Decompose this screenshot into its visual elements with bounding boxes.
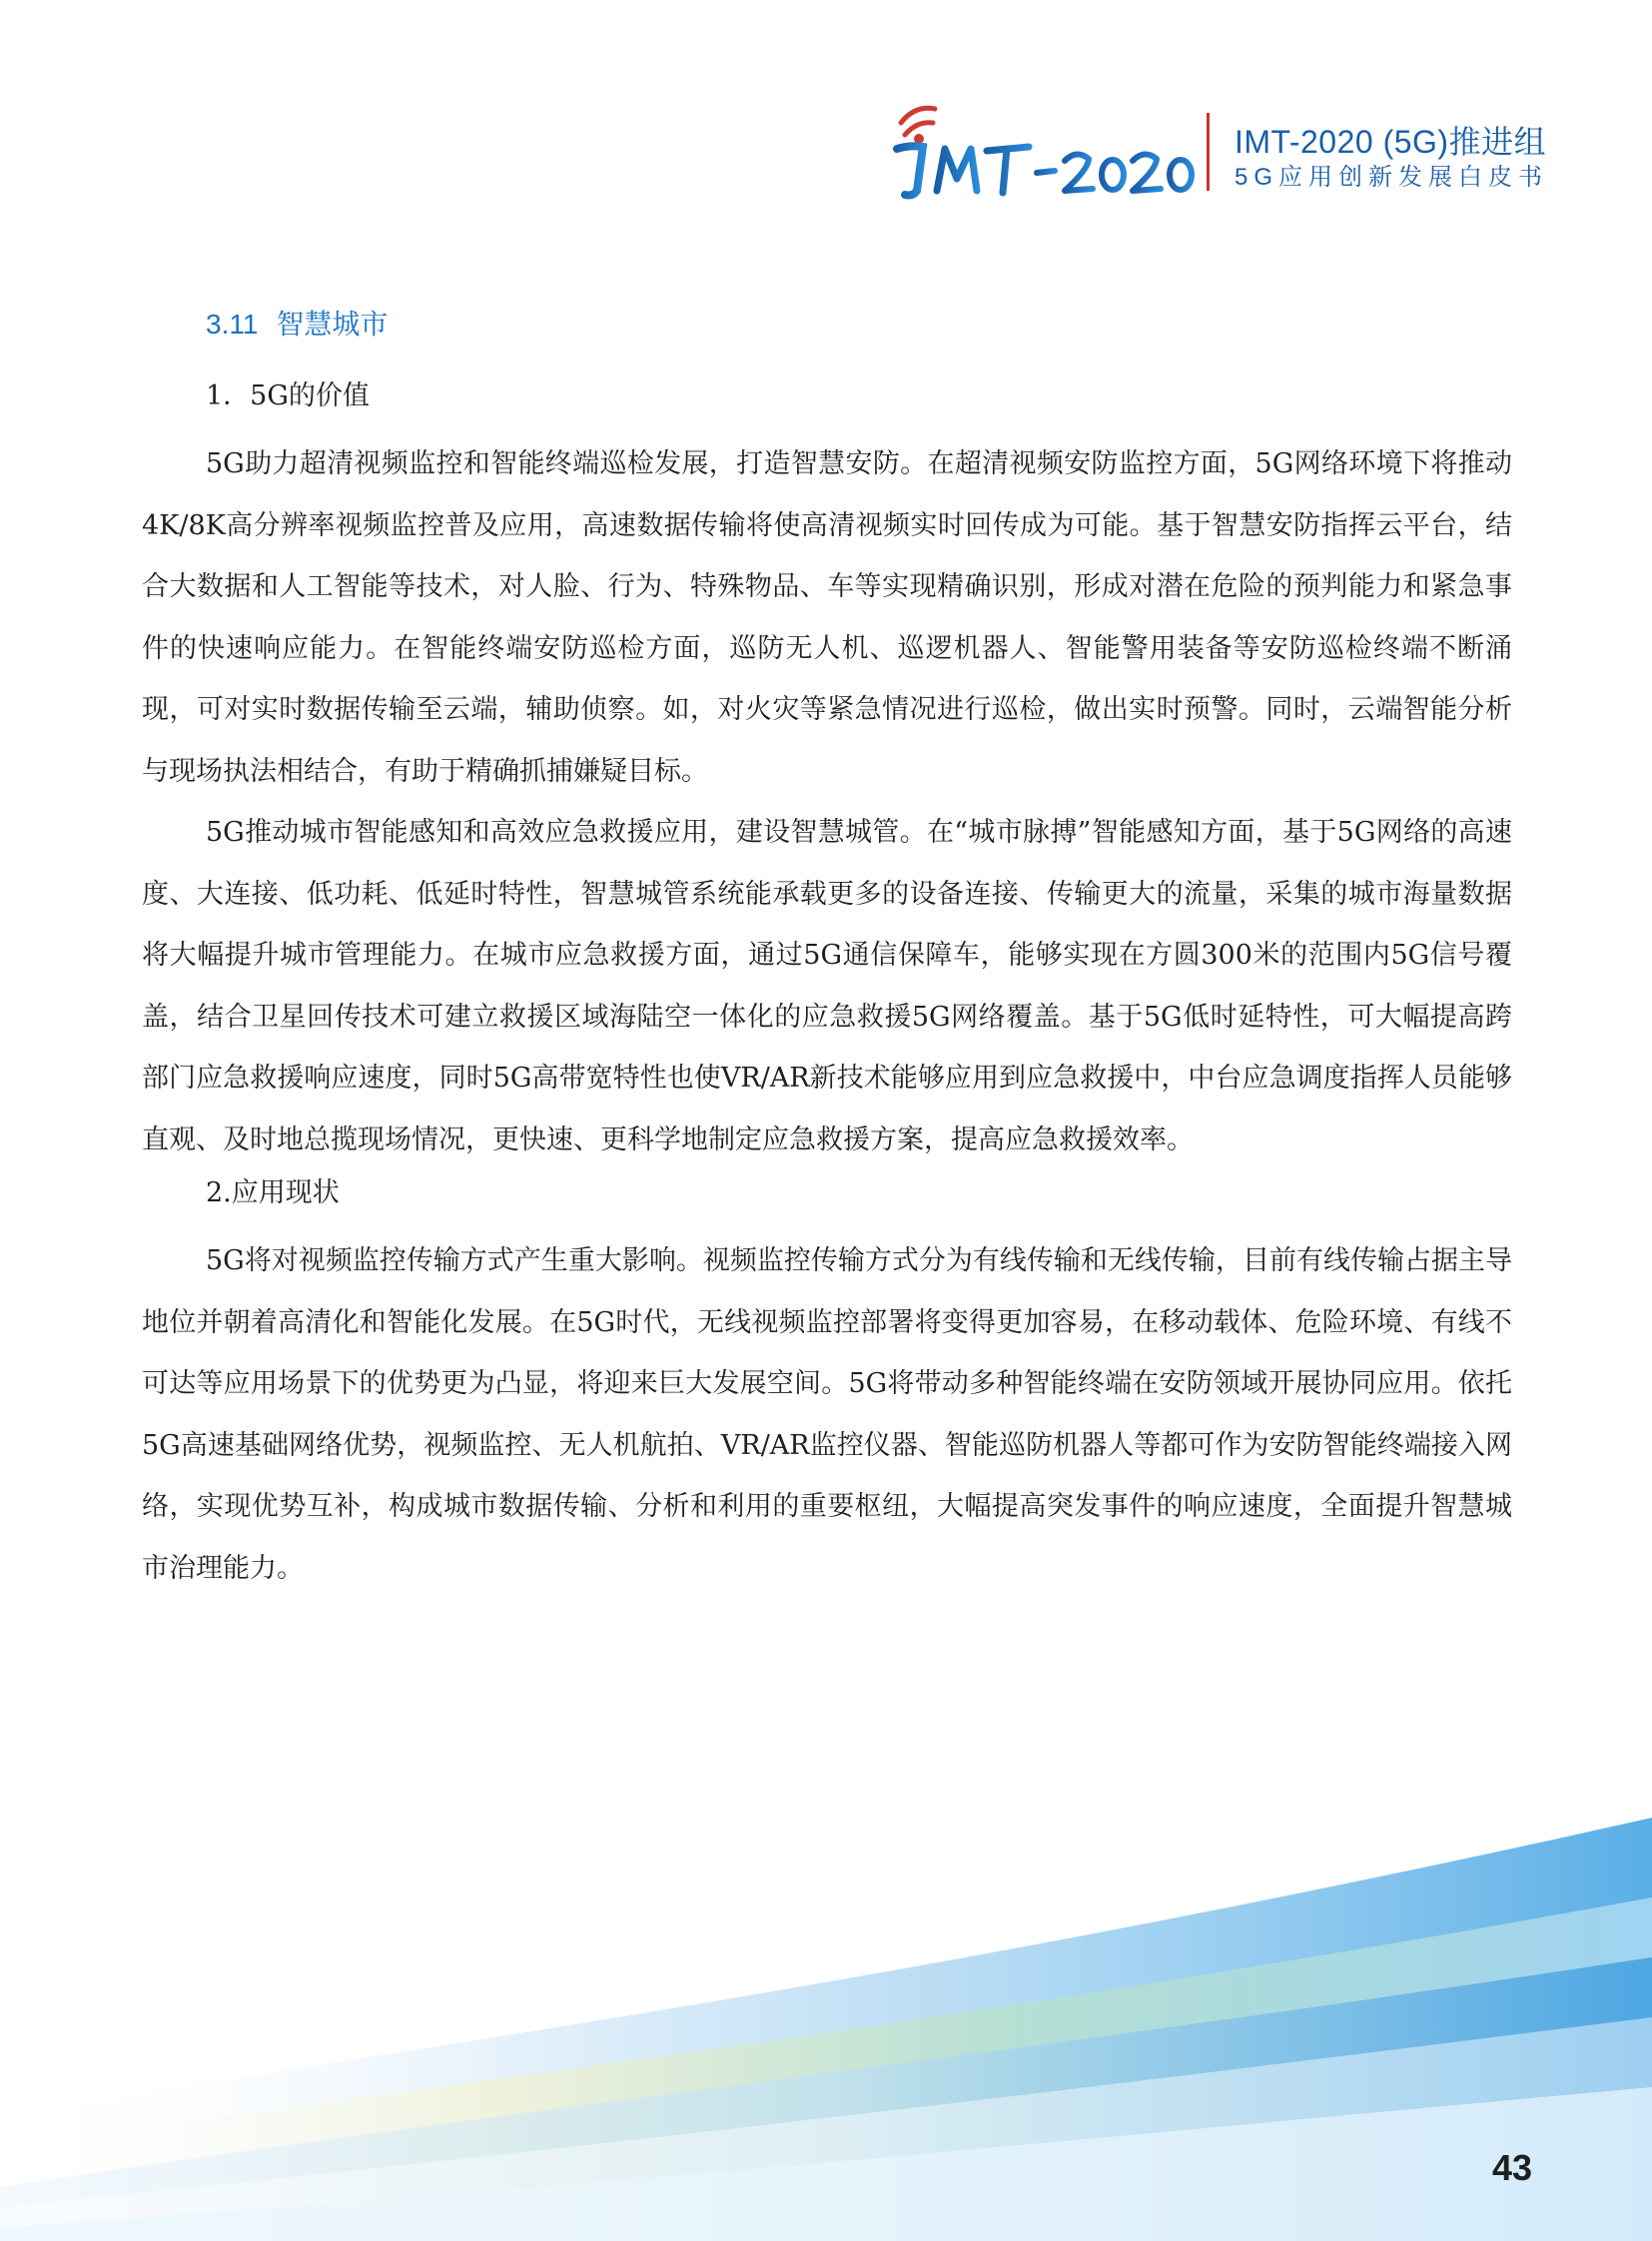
section-title: 智慧城市 <box>276 309 389 340</box>
page-number: 43 <box>1491 2147 1532 2188</box>
subsection-heading: 2.应用现状 <box>206 1177 340 1208</box>
section-heading <box>206 302 1512 348</box>
paragraph: 5G推动城市智能感知和高效应急救援应用，建设智慧城管。在“城市脉搏”智能感知方面，基于5G网络的高速度、大连接、低功耗、低延时特性，智慧城管系统能承载更多的设备连接、传输更大的流量，采集的城市海量数据将大幅提升城市管理能力。在城市应急救援方面，通过5G通信保障车，能够实现在方圆300米的范围内5G信号覆盖，结合卫星回传技术可建立救援区域海陆空一体化的应急救援5G网络覆盖。基于5G低时延特性，可大幅提高跨部门应急救援响应速度，同时5G高带宽特性也使VR/AR新技术能够应用到应急救援中，中台应急调度指挥人员能够直观、及时地总揽现场情况，更快速、更科学地制定应急救援方案，提高应急救援效率。 <box>142 817 1512 1155</box>
paragraph: 5G助力超清视频监控和智能终端巡检发展，打造智慧安防。在超清视频安防监控方面，5G网络环境下将推动4K/8K高分辨率视频监控普及应用，高速数据传输将使高清视频实时回传成为可能。基于智慧安防指挥云平台，结合大数据和人工智能等技术，对人脸、行为、特殊物品、车等实现精确识别，形成对潜在危险的预判能力和紧急事件的快速响应能力。在智能终端安防巡检方面，巡防无人机、巡逻机器人、智能警用装备等安防巡检终端不断涌现，可对实时数据传输至云端，辅助侦察。如，对火灾等紧急情况进行巡检，做出实时预警。同时，云端智能分析与现场执法相结合，有助于精确抓捕嫌疑目标。 <box>142 448 1512 787</box>
decorative-wave-background <box>0 1788 1652 2241</box>
paragraph: 5G将对视频监控传输方式产生重大影响。视频监控传输方式分为有线传输和无线传输，目前有线传输占据主导地位并朝着高清化和智能化发展。在5G时代，无线视频监控部署将变得更加容易，在移动载体、危险环境、有线不可达等应用场景下的优势更为凸显，将迎来巨大发展空间。5G将带动多种智能终端在安防领域开展协同应用。依托5G高速基础网络优势，视频监控、无人机航拍、VR/AR监控仪器、智能巡防机器人等都可作为安防智能终端接入网络，实现优势互补，构成城市数据传输、分析和利用的重要枢纽，大幅提高突发事件的响应速度，全面提升智慧城市治理能力。 <box>142 1245 1512 1584</box>
subsection-heading: 1．5G的价值 <box>206 380 370 411</box>
header-divider <box>1207 113 1210 191</box>
section-number: 3.11 <box>206 309 259 340</box>
page-content <box>142 302 1512 1599</box>
page-header <box>879 95 1558 215</box>
header-title: IMT-2020 (5G)推进组 <box>1235 124 1547 160</box>
imt-2020-logo <box>879 95 1199 205</box>
header-subtitle: 5G应用创新发展白皮书 <box>1235 164 1549 191</box>
